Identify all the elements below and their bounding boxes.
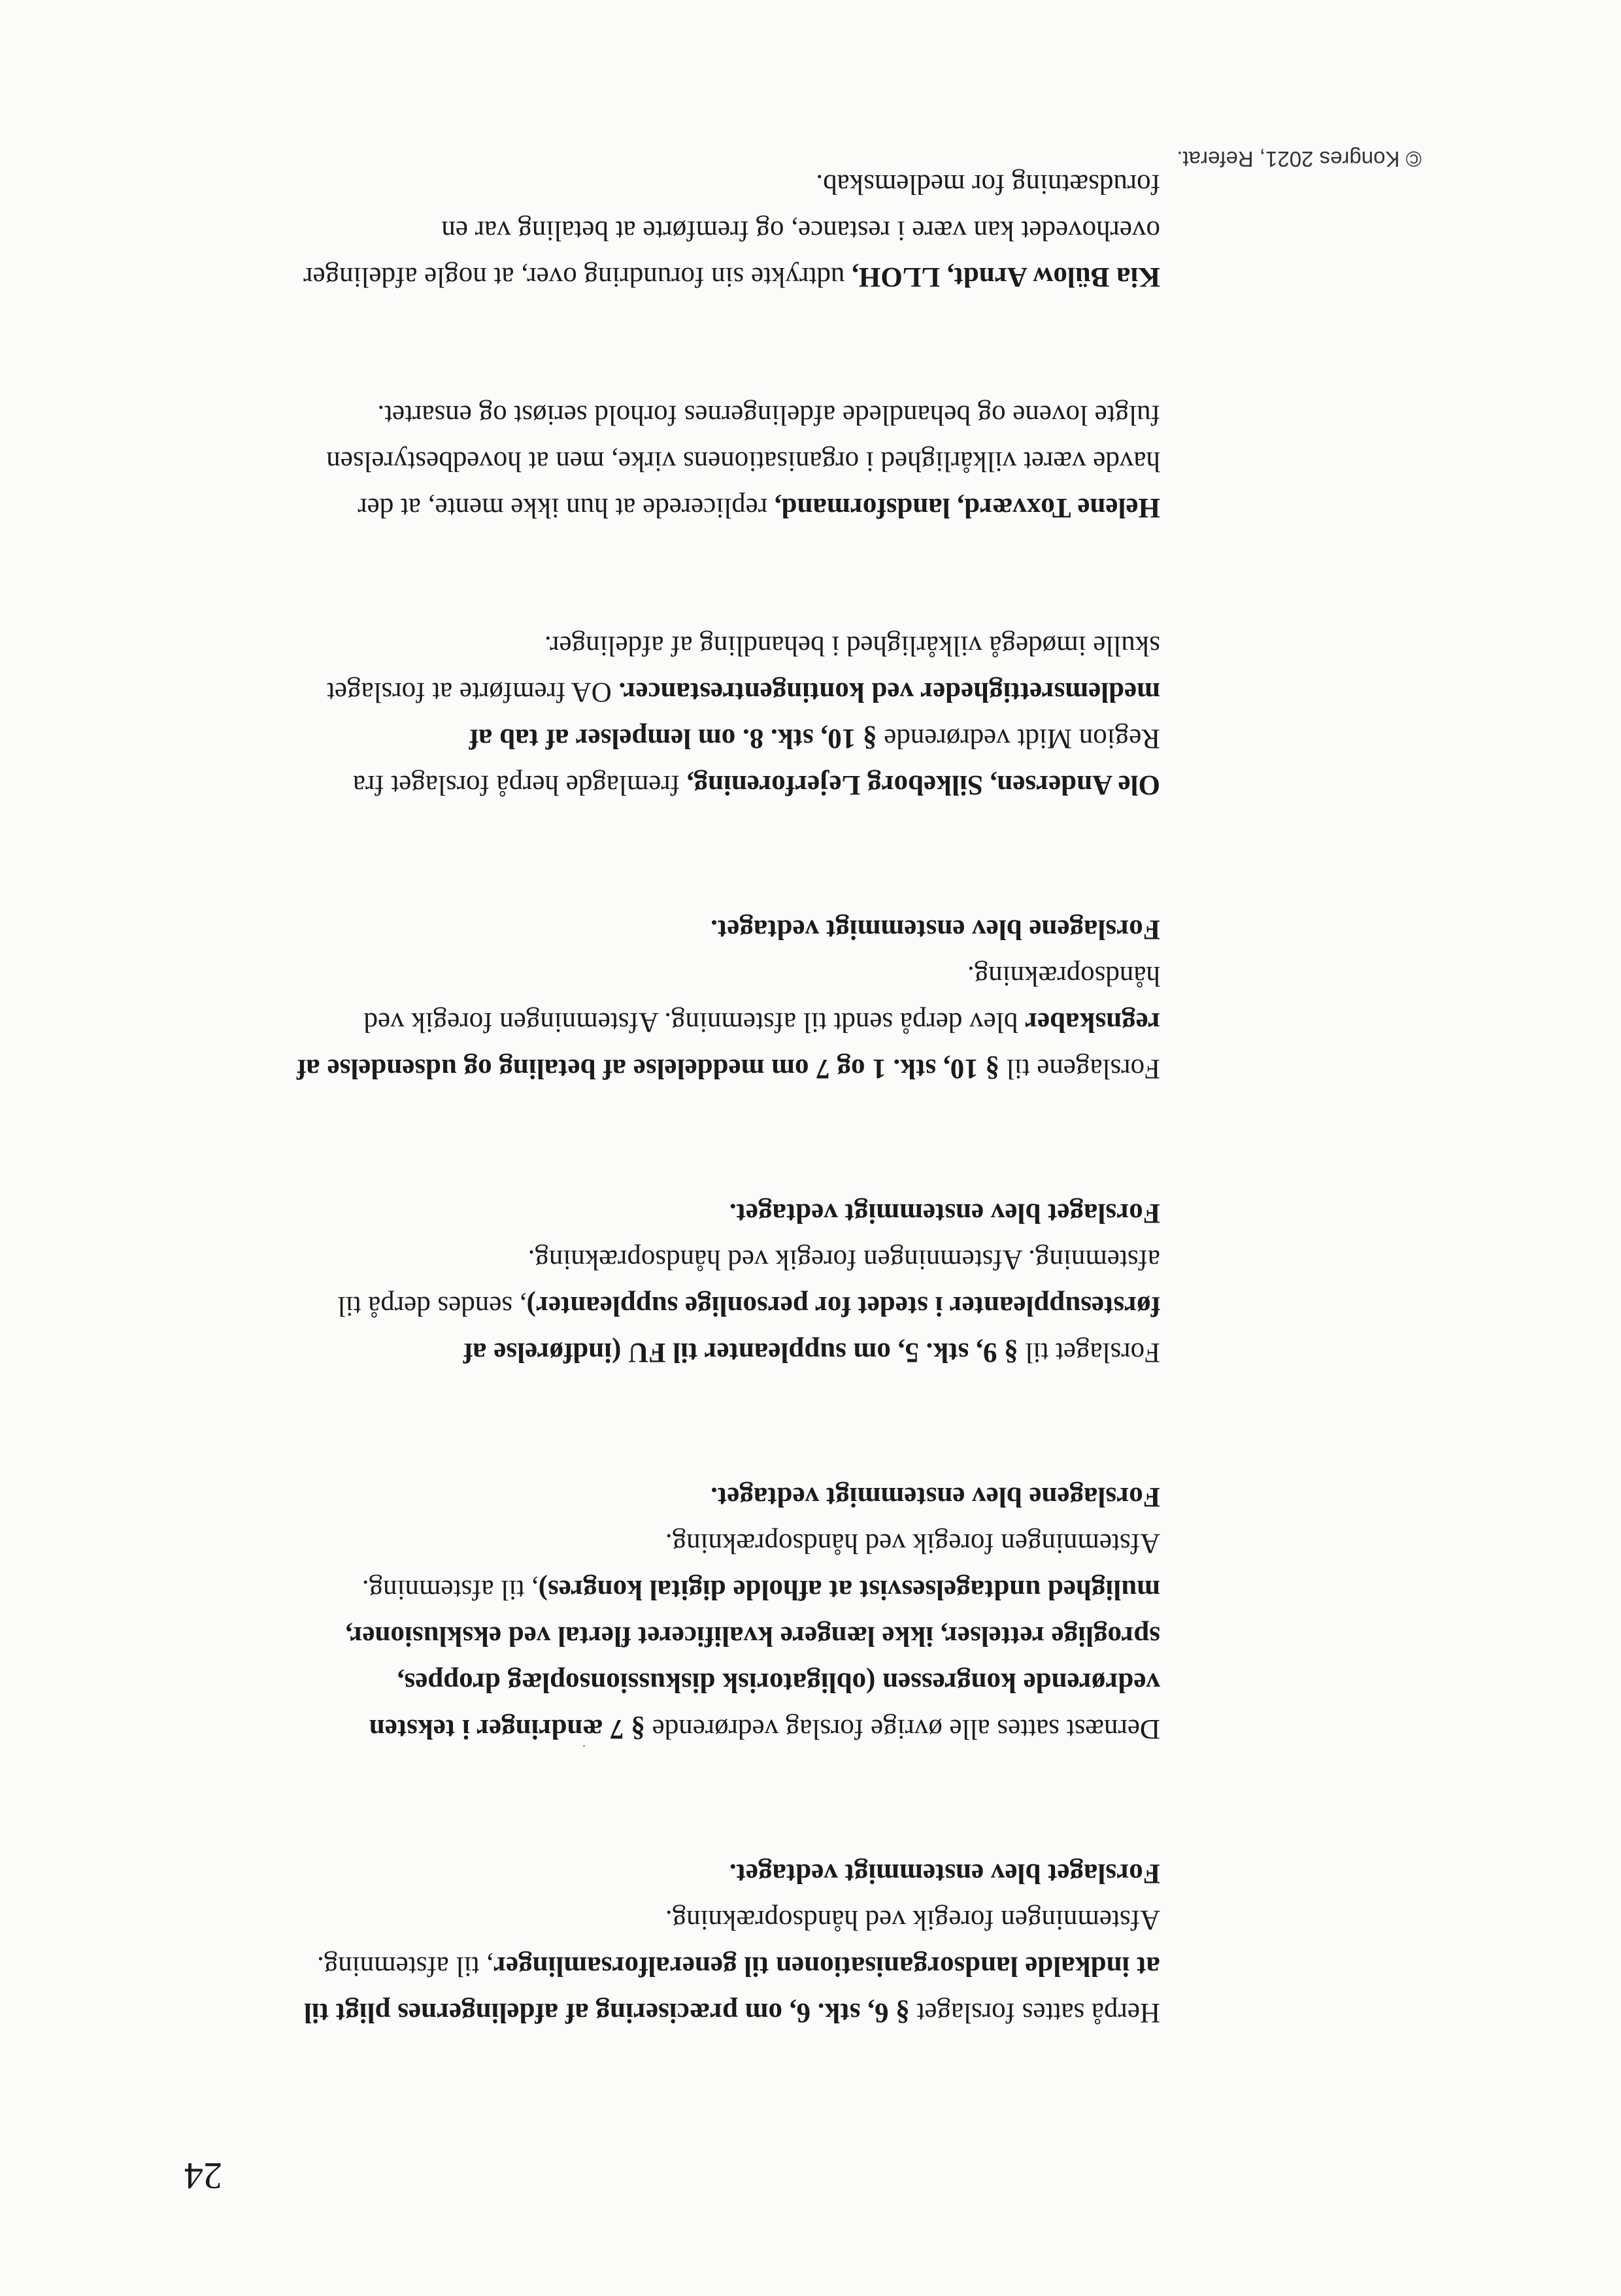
bold-text: § 9, stk. 5, om suppleanter til FU (indførelse af [463, 1337, 1018, 1368]
paragraph-1-line-1 [193, 1989, 1160, 2036]
paragraph-7-line-1 [193, 254, 1160, 300]
paragraph-5-line-1 [193, 762, 1160, 808]
paragraph-3-line-2 [193, 1283, 1160, 1329]
paragraph-5-line-3 [193, 669, 1160, 715]
paragraph-5-line-4: skulle imødegå vilkårlighed i behandling af afdelinger. [544, 630, 1160, 661]
document-body [193, 161, 1160, 2036]
paragraph-2-line-5: Afstemningen foregik ved håndsoprækning. [665, 1528, 1160, 1559]
text: Dernæst sattes alle øvrige forslag vedrørende [644, 1714, 1160, 1744]
text: Region Midt vedrørende [877, 723, 1160, 754]
speaker-name: Kia Bülow Arndt, LLOH, [852, 262, 1160, 292]
text: blev derpå sendt til afstemning. Afstemningen foregik ved [363, 1007, 1025, 1038]
paragraph-4-line-2 [193, 999, 1160, 1045]
paragraph-6-line-2: havde været vilkårlighed i organisationens virke, men at hovedbestyrelsen [326, 446, 1160, 477]
paragraph-2-line-3: sproglige rettelser, ikke længere kvalificeret flertal ved eksklusioner, [345, 1621, 1160, 1651]
bold-text: § 10, stk. 8. om lempelser af tab af [469, 723, 877, 754]
paragraph-1-line-2 [193, 1943, 1160, 1989]
paragraph-7-line-2: overhovedet kan være i restance, og fremførte at betaling var en [441, 215, 1160, 246]
speaker-name: Helene Toxværd, landsformand, [774, 492, 1160, 523]
text: Forslagene til [999, 1053, 1160, 1084]
text: fremlagde herpå forslaget fra [352, 769, 687, 800]
paragraph-4-line-1 [193, 1045, 1160, 1092]
bold-text: mulighed undtagelsesvist at afholde digital kongres) [538, 1574, 1160, 1605]
bold-text: regnskaber [1024, 1007, 1160, 1038]
text: udtrykte sin forundring over, at nogle afdelinger [303, 262, 852, 292]
paragraph-2-line-2: vedrørende kongressen (obligatorisk diskussionsoplæg droppes, [397, 1667, 1160, 1698]
bold-text: § 6, stk. 6, om præcisering af afdelingernes pligt til [303, 1997, 910, 2028]
text: OA fremførte at forslaget [327, 677, 619, 707]
paragraph-3-line-3: afstemning. Afstemningen foregik ved håndsoprækning. [527, 1244, 1160, 1275]
paragraph-7-line-3: forudsætning for medlemskab. [816, 169, 1160, 199]
bold-text: at indkalde landsorganisationen til generalforsamlinger [493, 1951, 1160, 1982]
paragraph-5-line-2 [193, 715, 1160, 762]
scan-speck [583, 1745, 585, 1747]
bold-text: § 7 ændringer i teksten [369, 1714, 645, 1744]
paragraph-1-line-3: Afstemningen foregik ved håndsoprækning. [665, 1904, 1160, 1935]
text: , til afstemning. [361, 1574, 539, 1605]
paragraph-2-line-1 [193, 1706, 1160, 1752]
paragraph-3-resolution: Forslaget blev enstemmigt vedtaget. [729, 1198, 1160, 1228]
bold-text: førstesuppleanter i stedet for personlige suppleanter) [526, 1291, 1160, 1321]
footer-copyright: © Kongres 2021, Referat. [1177, 147, 1422, 171]
paragraph-3-line-1 [193, 1329, 1160, 1376]
paragraph-4-resolution: Forslagene blev enstemmigt vedtaget. [710, 914, 1160, 945]
bold-text: § 10, stk. 1 og 7 om meddelelse af betaling og udsendelse af [296, 1053, 999, 1084]
paragraph-4-line-3: håndsoprækning. [967, 960, 1160, 991]
text: , til afstemning. [316, 1951, 493, 1982]
paragraph-6-line-3: fulgte lovene og behandlede afdelingernes forhold seriøst og ensartet. [377, 399, 1160, 430]
paragraph-2-line-4 [193, 1566, 1160, 1613]
text: replicerede at hun ikke mente, at der [358, 492, 775, 523]
text: Herpå sattes forslaget [909, 1997, 1160, 2028]
speaker-name: Ole Andersen, Silkeborg Lejerforening, [686, 769, 1160, 800]
page-number: 24 [184, 2155, 222, 2197]
paragraph-6-line-1 [193, 484, 1160, 531]
bold-text: medlemsrettigheder ved kontingentrestancer. [618, 677, 1160, 707]
paragraph-2-resolution: Forslagene blev enstemmigt vedtaget. [710, 1481, 1160, 1512]
text: Forslaget til [1018, 1337, 1160, 1368]
text: , sendes derpå til [337, 1291, 527, 1321]
paragraph-1-resolution: Forslaget blev enstemmigt vedtaget. [729, 1858, 1160, 1889]
